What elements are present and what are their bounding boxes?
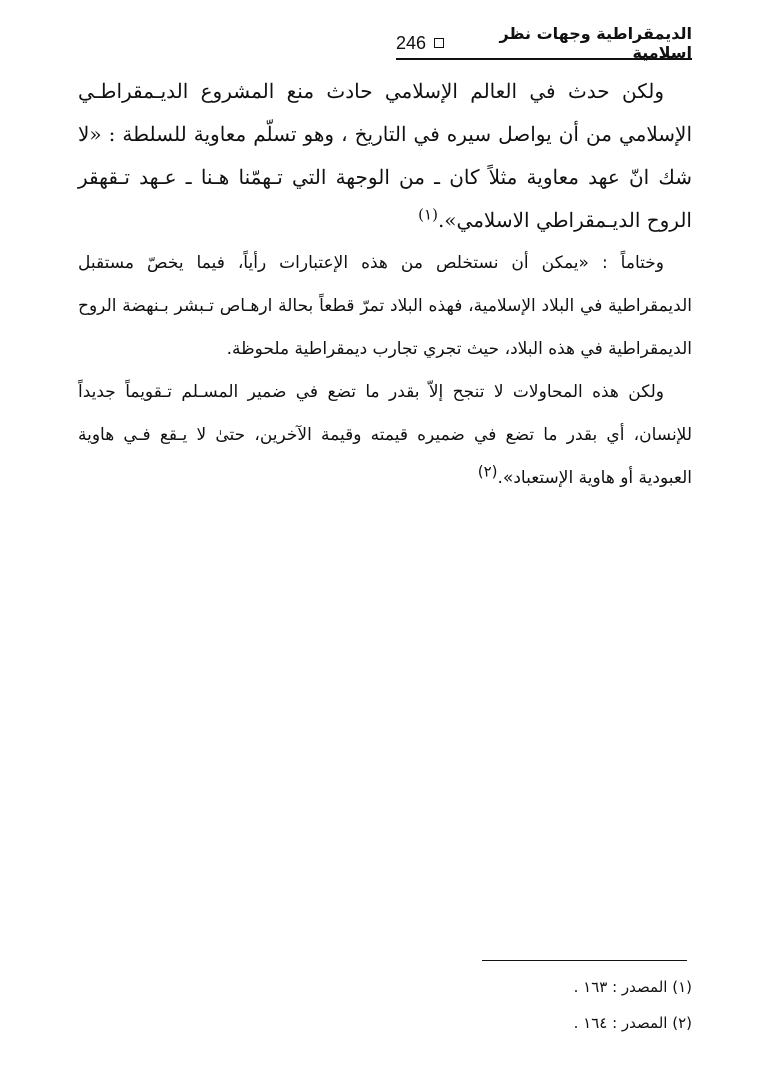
footnote-ref-1: (١) (418, 205, 438, 224)
paragraph-1-text: ولكن حدث في العالم الإسلامي حادث منع المشروع الديـمقراطـي الإسلامي من أن يواصل سيره في التاريخ ، وهو تسلّم معاوية للسلطة : «لا شك انّ عهد معاوية مثلاً كان ـ من الوجهة التي تـهمّنا هـنا ـ عـهد تـقهقر الروح الديـمقراطي الاسلامي». (78, 79, 692, 232)
paragraph-3-text: ولكن هذه المحاولات لا تنجح إلاّ بقدر ما تضع في ضمير المسـلم تـقويماً جديداً للإنسان، أي بقدر ما تضع في ضميره قيمته وقيمة الآخرين، حتىٰ لا يـقع فـي هاوية العبودية أو هاوية الإستعباد». (78, 382, 692, 488)
main-text (78, 70, 692, 500)
footnote-2: (٢) المصدر : ١٦٤ . (573, 1014, 692, 1032)
page-header (396, 24, 692, 62)
paragraph-1 (78, 70, 692, 242)
page-number: 246 (396, 32, 427, 53)
paragraph-2 (78, 242, 692, 371)
running-title: الديمقراطية وجهات نظر اسلامية (499, 24, 692, 62)
footnotes (420, 975, 692, 1047)
footnote-1: (١) المصدر : ١٦٣ . (573, 978, 692, 996)
paragraph-3 (78, 371, 692, 500)
paragraph-2-text: وختاماً : «يمكن أن نستخلص من هذه الإعتبارات رأياً، فيما يخصّ مستقبل الديمقراطية في البلاد الإسلامية، فهذه البلاد تمرّ قطعاً بحالة ارهـاص تـبشر بـنهضة الروح الديمقراطية في هذه البلاد، حيث تجري تجارب ديمقراطية ملحوظة. (78, 253, 692, 359)
square-bullet-icon (434, 38, 443, 48)
footnote-divider (482, 960, 687, 961)
footnote-ref-2: (٢) (477, 462, 498, 481)
